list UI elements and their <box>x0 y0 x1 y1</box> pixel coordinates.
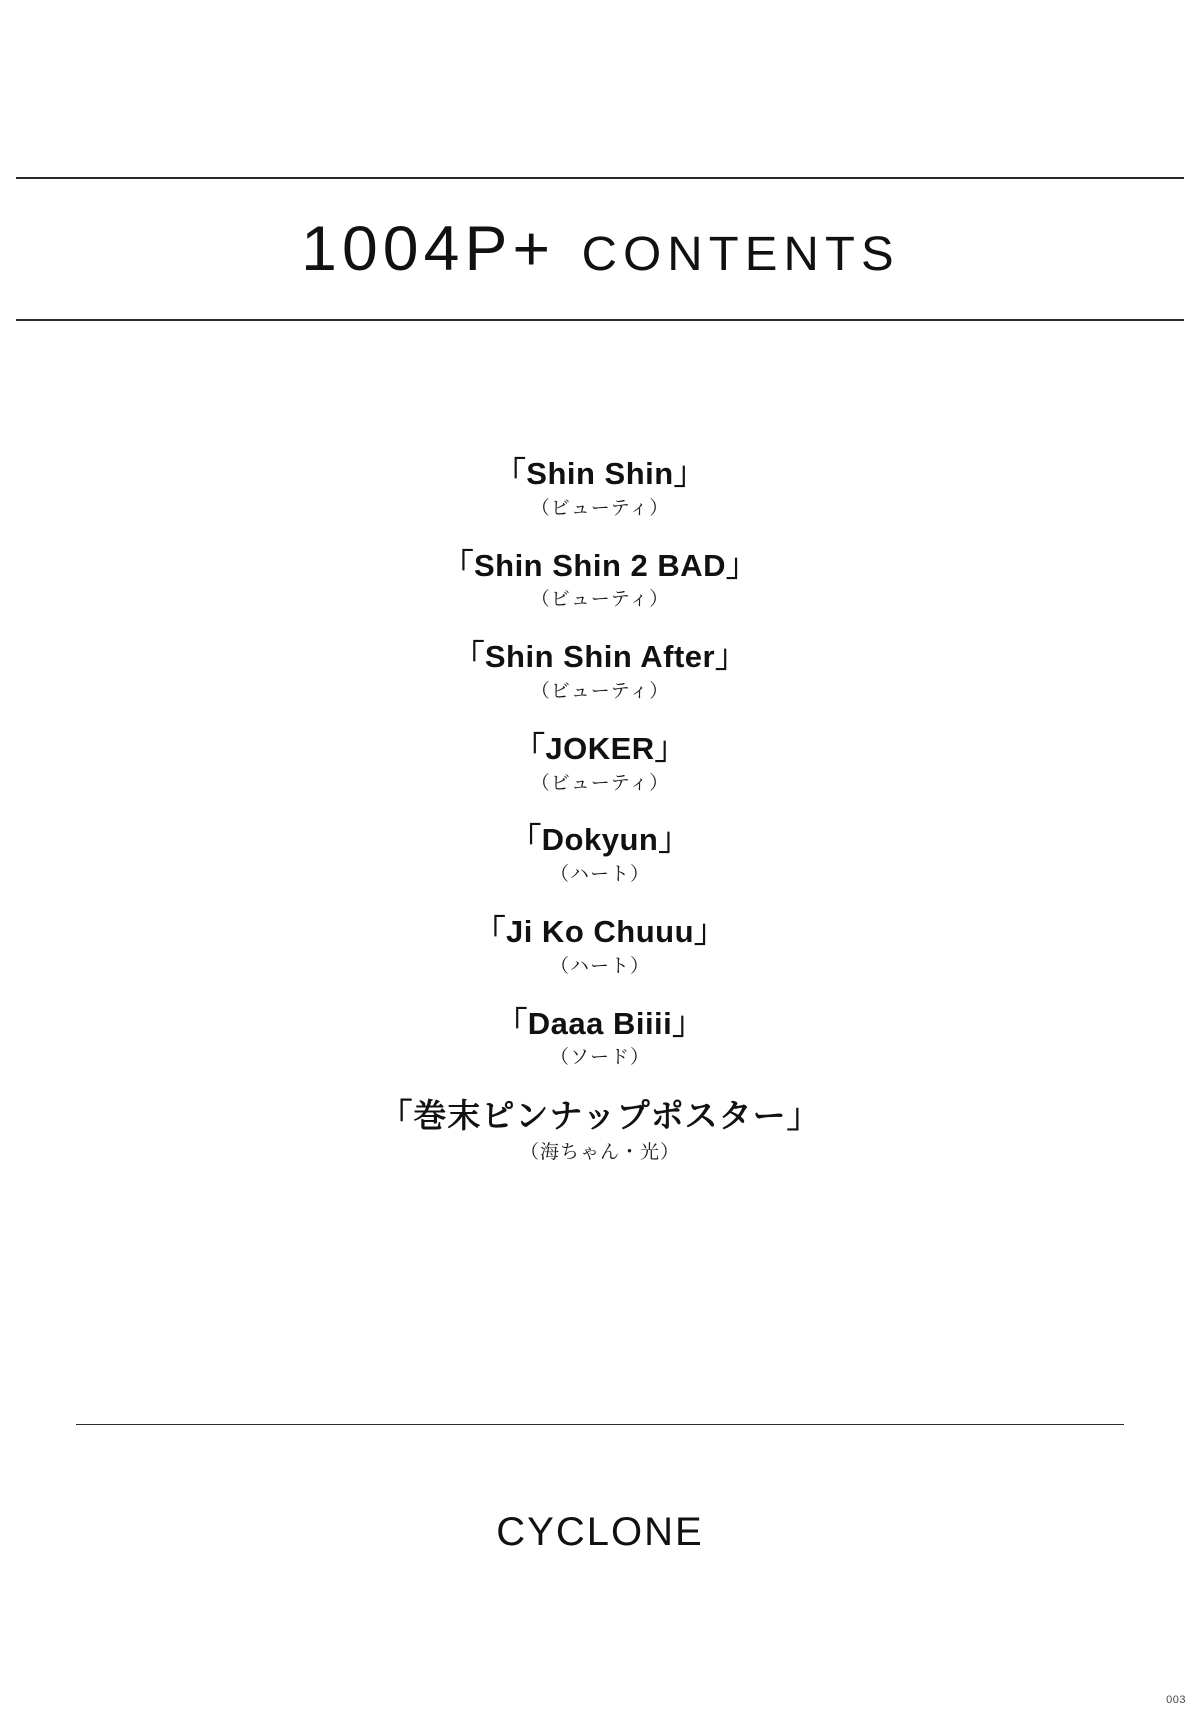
entry-subtitle: （ビューティ） <box>530 589 670 611</box>
entry-title: 「Shin Shin」 <box>494 456 706 491</box>
footer-divider <box>76 1424 1124 1425</box>
title-rest: CONTENTS <box>581 228 900 281</box>
title-block <box>16 177 1184 321</box>
page-number: 003 <box>1166 1694 1186 1706</box>
publisher-name: CYCLONE <box>496 1510 704 1554</box>
entry-title: 「巻末ピンナップポスター」 <box>379 1097 821 1135</box>
list-item <box>0 730 1200 796</box>
entry-title: 「Ji Ko Chuuu」 <box>474 914 726 950</box>
entry-subtitle: （海ちゃん・光） <box>519 1141 680 1163</box>
list-item <box>0 455 1200 521</box>
title-main: 1004P+ <box>300 214 555 284</box>
entry-title: 「Daaa Biiii」 <box>496 1005 704 1041</box>
list-item <box>0 821 1200 887</box>
entry-title: 「JOKER」 <box>513 730 687 766</box>
entry-subtitle: （ビューティ） <box>530 681 670 703</box>
contents-list <box>0 455 1200 1190</box>
list-item <box>0 913 1200 979</box>
entry-title: 「Dokyun」 <box>510 822 690 858</box>
entry-subtitle: （ソード） <box>549 1047 650 1069</box>
list-item <box>0 638 1200 704</box>
entry-title: 「Shin Shin After」 <box>453 639 747 675</box>
entry-title: 「Shin Shin 2 BAD」 <box>442 547 758 583</box>
page-title <box>301 213 900 285</box>
list-item <box>0 547 1200 613</box>
entry-subtitle: （ビューティ） <box>530 497 670 519</box>
entry-subtitle: （ビューティ） <box>530 772 670 794</box>
list-item <box>0 1005 1200 1071</box>
entry-subtitle: （ハート） <box>549 864 650 886</box>
entry-subtitle: （ハート） <box>549 955 650 977</box>
list-item <box>0 1096 1200 1164</box>
